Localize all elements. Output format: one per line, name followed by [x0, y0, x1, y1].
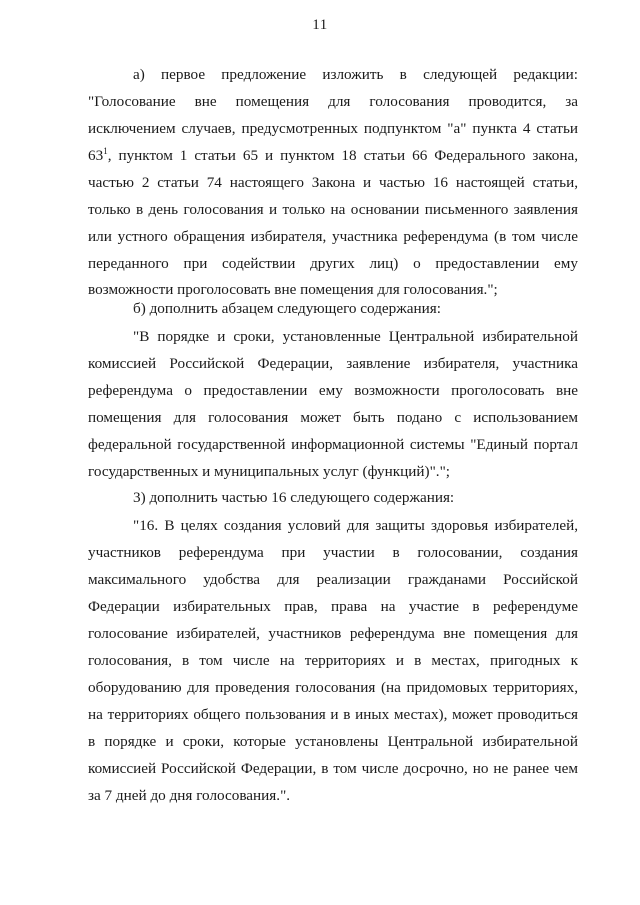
article-number: 63: [88, 147, 104, 164]
text-line: или устного обращения избирателя, участника референдума (в том числе: [88, 228, 578, 245]
text-line: участников референдума при участии в голосовании, создания: [88, 544, 578, 561]
text-line: б) дополнить абзацем следующего содержания:: [133, 300, 441, 317]
text-line: на территориях общего пользования и в иных местах), может проводиться: [88, 706, 578, 723]
text-line: частью 2 статьи 74 настоящего Закона и частью 16 настоящей статьи,: [88, 174, 578, 191]
text-line-rest: , пунктом 1 статьи 65 и пунктом 18 статьи 66 Федерального закона,: [107, 147, 578, 164]
text-line: голосование избирателей, участников референдума вне помещения для: [88, 625, 578, 642]
superscript: 1: [103, 146, 108, 156]
text-line: Федерации избирательных прав, права на участие в референдуме: [88, 598, 578, 615]
text-line: голосования, в том числе на территориях и в местах, пригодных к: [88, 652, 578, 669]
text-line: комиссией Российской Федерации, заявление избирателя, участника: [88, 355, 578, 372]
text-line: помещения для голосования может быть подано с использованием: [88, 409, 578, 426]
text-line: а) первое предложение изложить в следующей редакции:: [133, 66, 578, 83]
text-line: государственных и муниципальных услуг (функций)".";: [88, 463, 450, 480]
text-line: в порядке и сроки, которые установлены Центральной избирательной: [88, 733, 578, 750]
page-number: 11: [312, 17, 328, 33]
text-line: "В порядке и сроки, установленные Центральной избирательной: [133, 328, 578, 345]
text-line: 3) дополнить частью 16 следующего содержания:: [133, 489, 455, 506]
text-line: референдума о предоставлении ему возможности проголосовать вне: [88, 382, 578, 399]
text-line: за 7 дней до дня голосования.".: [88, 787, 291, 804]
text-line: исключением случаев, предусмотренных подпунктом "а" пункта 4 статьи: [88, 120, 578, 137]
text-line: только в день голосования и только на основании письменного заявления: [88, 201, 578, 218]
text-line: переданного при содействии других лиц) о предоставлении ему: [88, 255, 578, 272]
text-line: возможности проголосовать вне помещения для голосования.";: [88, 281, 498, 298]
text-line: комиссией Российской Федерации, в том числе досрочно, но не ранее чем: [88, 760, 578, 777]
text-line: "Голосование вне помещения для голосования проводится, за: [88, 93, 578, 110]
text-line: "16. В целях создания условий для защиты здоровья избирателей,: [133, 517, 578, 534]
text-line: максимального удобства для реализации гражданами Российской: [88, 571, 578, 588]
text-line: [88, 147, 578, 165]
text-line: оборудованию для проведения голосования (на придомовых территориях,: [88, 679, 578, 696]
text-line: федеральной государственной информационной системы "Единый портал: [88, 436, 578, 453]
